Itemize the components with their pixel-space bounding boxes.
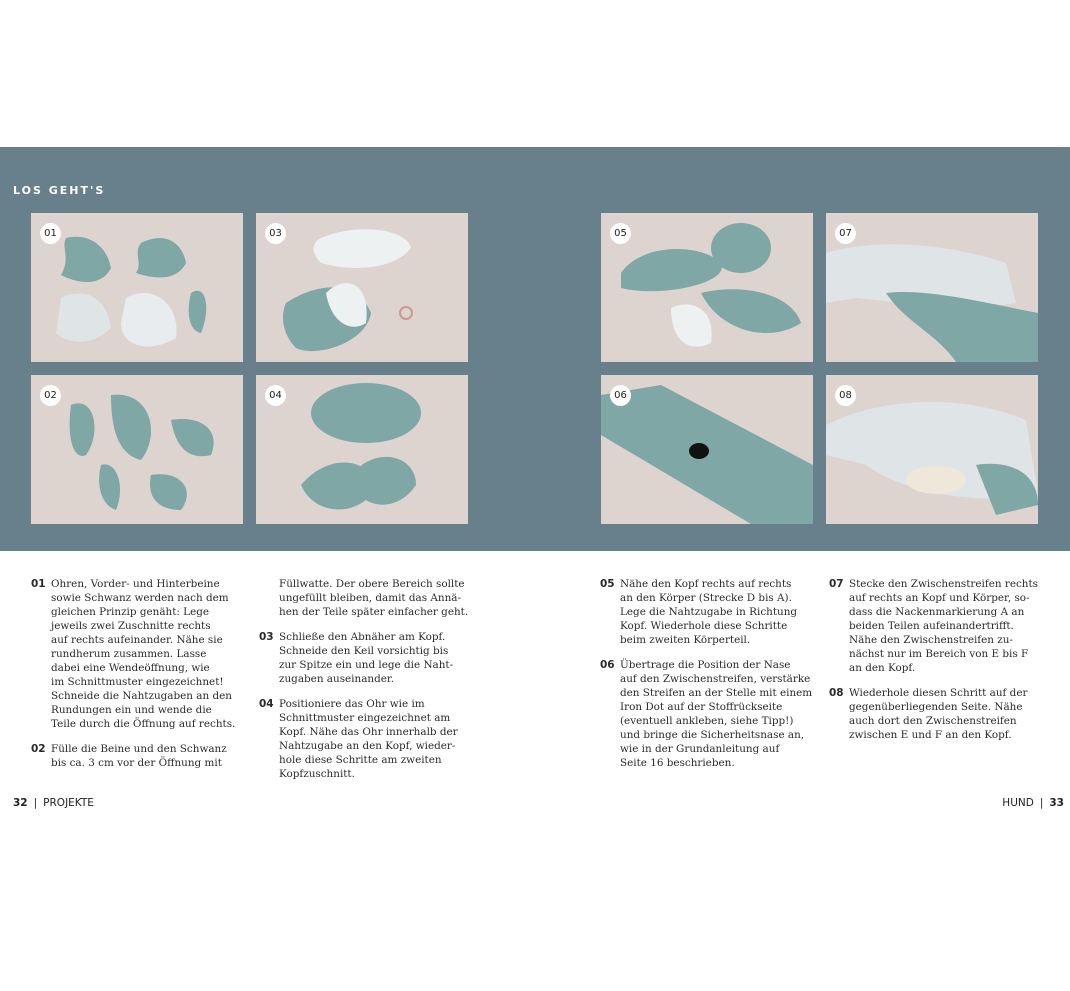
text-column-4 — [829, 577, 1044, 753]
step-badge: 04 — [265, 385, 286, 406]
step-01 — [31, 577, 246, 731]
step-badge: 01 — [40, 223, 61, 244]
step-text: Positioniere das Ohr wie im Schnittmuster eingezeichnet am Kopf. Nähe das Ohr innerhalb der Nahtzugabe an den Kopf, wieder- hole diese Schritte am zweiten Kopfzuschnitt. — [279, 698, 458, 780]
text-column-1 — [31, 577, 246, 781]
step-number: 06 — [600, 659, 615, 671]
fabric-pieces-illustration — [31, 375, 243, 524]
step-04 — [259, 697, 474, 781]
step-badge: 03 — [265, 223, 286, 244]
step-text: Schließe den Abnäher am Kopf. Schneide den Keil vorsichtig bis zur Spitze ein und lege die Naht- zugaben auseinander. — [279, 631, 454, 685]
step-02 — [31, 742, 246, 770]
step-badge: 02 — [40, 385, 61, 406]
page-number: 32 — [13, 797, 28, 809]
step-photo-04 — [256, 375, 468, 524]
step-number: 08 — [829, 687, 844, 699]
fabric-pieces-illustration — [826, 375, 1038, 524]
step-number: 01 — [31, 578, 46, 590]
step-number: 05 — [600, 578, 615, 590]
fabric-pieces-illustration — [31, 213, 243, 362]
fabric-pieces-illustration — [601, 213, 813, 362]
step-text: Wiederhole diesen Schritt auf der gegenüberliegenden Seite. Nähe auch dort den Zwischenstreifen zwischen E und F an den Kopf. — [849, 687, 1028, 741]
step-photo-03 — [256, 213, 468, 362]
step-number: 04 — [259, 698, 274, 710]
section-name: PROJEKTE — [43, 797, 94, 809]
step-05 — [600, 577, 815, 647]
fabric-strip-illustration — [601, 375, 813, 524]
step-number: 02 — [31, 743, 46, 755]
fabric-pieces-illustration — [826, 213, 1038, 362]
step-badge: 06 — [610, 385, 631, 406]
fabric-pieces-illustration — [256, 213, 468, 362]
step-photo-08 — [826, 375, 1038, 524]
step-text: Stecke den Zwischenstreifen rechts auf rechts an Kopf und Körper, so- dass die Nackenmarkierung A an beiden Teilen aufeinandertrifft. Nähe den Zwischenstreifen zu- nächst nur im Bereich von E bis F an den Kopf. — [849, 578, 1038, 674]
footer-right — [1002, 797, 1064, 809]
step-text: Übertrage die Position der Nase auf den Zwischenstreifen, verstärke den Streifen an der Stelle mit einem Iron Dot auf der Stoffrückseite (eventuell ankleben, siehe Tipp!) und bringe die Sicherheitsnase an, wie in der Grundanleitung auf Seite 16 beschrieben. — [620, 659, 813, 769]
step-photo-05 — [601, 213, 813, 362]
step-text: Füllwatte. Der obere Bereich sollte ungefüllt bleiben, damit das Annä- hen der Teile später einfacher geht. — [279, 578, 469, 618]
step-number: 07 — [829, 578, 844, 590]
footer-separator: | — [33, 797, 38, 809]
step-02-continued — [259, 577, 474, 619]
text-column-2 — [259, 577, 474, 792]
step-badge: 08 — [835, 385, 856, 406]
step-03 — [259, 630, 474, 686]
step-badge: 05 — [610, 223, 631, 244]
footer-separator: | — [1039, 797, 1044, 809]
step-text: Nähe den Kopf rechts auf rechts an den Körper (Strecke D bis A). Lege die Nahtzugabe in Richtung Kopf. Wiederhole diese Schritte beim zweiten Körperteil. — [620, 578, 798, 646]
footer-left — [13, 797, 94, 809]
step-06 — [600, 658, 815, 770]
step-photo-02 — [31, 375, 243, 524]
page-number: 33 — [1049, 797, 1064, 809]
step-photo-06 — [601, 375, 813, 524]
fabric-pieces-illustration — [256, 375, 468, 524]
section-name: HUND — [1002, 797, 1034, 809]
step-photo-07 — [826, 213, 1038, 362]
step-text: Fülle die Beine und den Schwanz bis ca. 3 cm vor der Öffnung mit — [51, 743, 227, 769]
section-title: LOS GEHT'S — [13, 184, 106, 197]
step-text: Ohren, Vorder- und Hinterbeine sowie Schwanz werden nach dem gleichen Prinzip genäht: Lege jeweils zwei Zuschnitte rechts auf rechts aufeinander. Nähe sie rundherum zusammen. Lasse dabei eine Wendeöffnung, wie im Schnittmuster eingezeichnet! Schneide die Nahtzugaben an den Rundungen ein und wende die Teile durch die Öffnung auf rechts. — [51, 578, 236, 730]
step-badge: 07 — [835, 223, 856, 244]
step-photo-01 — [31, 213, 243, 362]
step-07 — [829, 577, 1044, 675]
step-number: 03 — [259, 631, 274, 643]
text-column-3 — [600, 577, 815, 781]
step-08 — [829, 686, 1044, 742]
